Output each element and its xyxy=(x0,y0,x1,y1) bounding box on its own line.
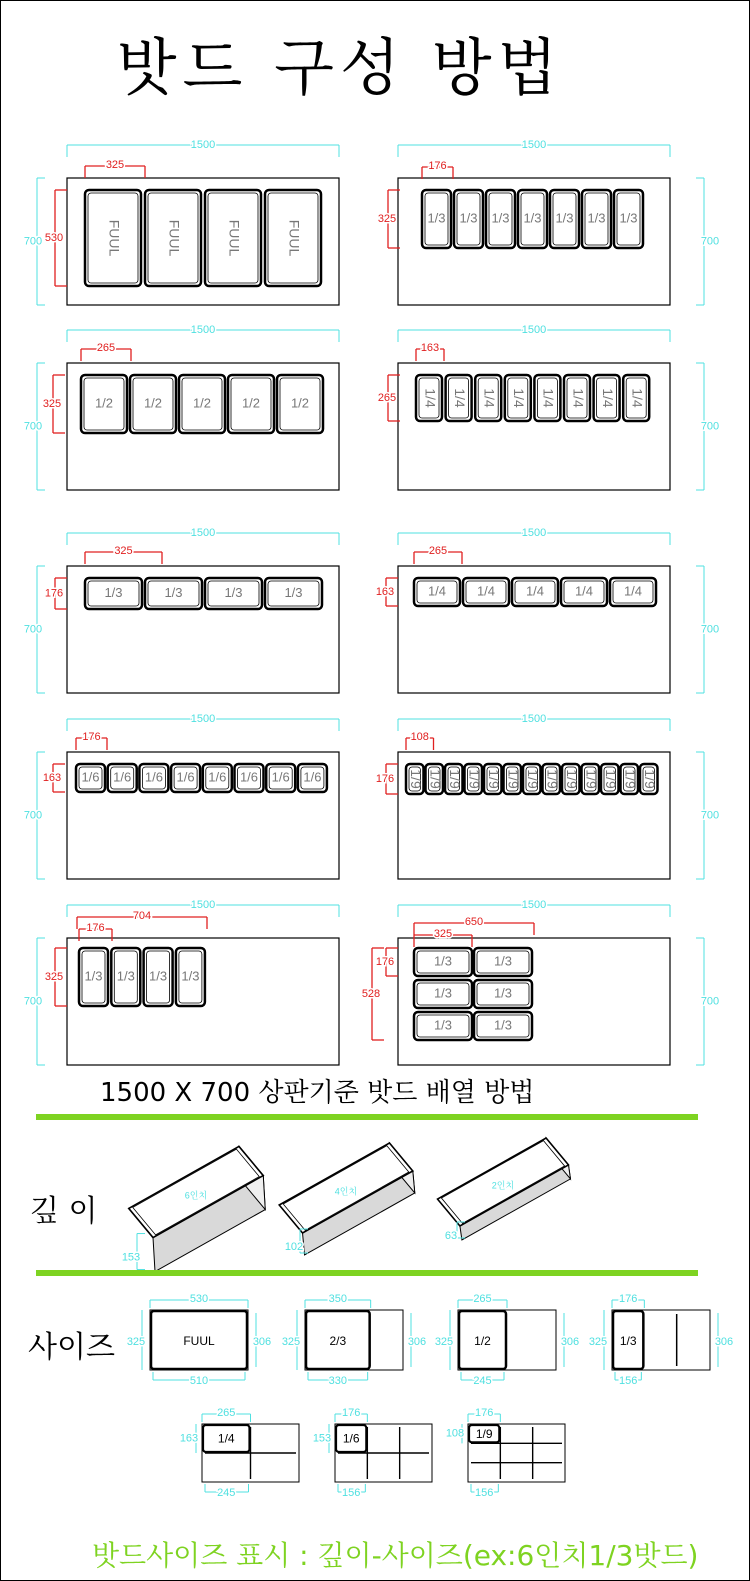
pan-label: 1/3 xyxy=(493,953,513,969)
pan-label: 1/9 xyxy=(544,769,561,789)
pan xyxy=(621,764,639,794)
pan-label: 1/3 xyxy=(164,584,183,600)
width-dimension-label: 1500 xyxy=(190,138,216,151)
size-right-label: 306 xyxy=(714,1335,734,1348)
depth-dimension-label: 700 xyxy=(23,420,43,433)
pan-label: 1/3 xyxy=(149,968,168,984)
width-dimension-label: 1500 xyxy=(521,526,547,539)
size-top-label: 176 xyxy=(341,1406,361,1419)
size-pan-label: 1/4 xyxy=(217,1431,235,1446)
size-pan-4 xyxy=(589,1293,733,1387)
pan xyxy=(475,375,501,421)
size-top-label: 265 xyxy=(217,1406,236,1419)
pan xyxy=(594,375,620,421)
pan xyxy=(422,190,451,248)
pan-label: 1/3 xyxy=(284,584,303,600)
pan-label: 1/2 xyxy=(241,395,261,411)
pan-width-dimension xyxy=(85,545,162,564)
pan xyxy=(484,764,502,794)
size-notation-footnote: 밧드사이즈 표시 : 깊이-사이즈(ex:6인치1/3밧드) xyxy=(92,1539,699,1572)
pan xyxy=(518,190,547,248)
pan xyxy=(416,375,442,421)
depth-pan-1 xyxy=(122,1146,265,1271)
pan-width-label: 650 xyxy=(464,915,484,928)
pan xyxy=(465,764,483,794)
pan xyxy=(550,190,579,248)
pan-width-label: 325 xyxy=(114,544,133,557)
pan xyxy=(111,948,140,1006)
pan xyxy=(543,764,561,794)
section-divider-2 xyxy=(36,1270,698,1276)
layout-board-7 xyxy=(24,713,339,879)
pan xyxy=(414,948,472,976)
size-pan-7 xyxy=(446,1407,565,1499)
pan xyxy=(145,190,201,286)
size-left-label: 325 xyxy=(434,1335,454,1348)
width-dimension-label: 1500 xyxy=(521,898,547,911)
size-pan-label: 1/2 xyxy=(474,1334,491,1349)
pan-width-dimension xyxy=(414,916,534,935)
pan xyxy=(562,764,580,794)
pan xyxy=(463,578,509,606)
pan xyxy=(176,948,205,1006)
depth-dimension xyxy=(696,752,719,879)
depth-dimension-label: 700 xyxy=(700,995,720,1008)
depth-dimension-label: 700 xyxy=(700,235,720,248)
pan-width-dimension xyxy=(414,545,462,564)
pan-width-label: 176 xyxy=(86,921,105,934)
size-right-label: 306 xyxy=(560,1335,580,1348)
pan-label: 1/3 xyxy=(84,968,103,984)
width-dimension xyxy=(67,324,339,342)
depth-dimension-label: 700 xyxy=(23,235,43,248)
pan-label: 1/3 xyxy=(493,1017,513,1033)
pan-label: 1/3 xyxy=(104,584,123,600)
pan-width-label: 704 xyxy=(132,909,152,922)
pan xyxy=(179,375,225,433)
pan-depth-dimension xyxy=(45,578,67,609)
size-pan-5 xyxy=(180,1407,299,1499)
pan-label: 1/4 xyxy=(451,388,468,408)
pan xyxy=(265,190,321,286)
depth-dimension xyxy=(24,752,45,879)
depth-dimension-label: 700 xyxy=(23,623,43,636)
section-divider-1 xyxy=(36,1114,698,1120)
pan xyxy=(277,375,323,433)
width-dimension-label: 1500 xyxy=(190,323,216,336)
pan xyxy=(205,190,261,286)
width-dimension xyxy=(67,527,339,545)
width-dimension xyxy=(398,713,670,731)
pan xyxy=(523,764,541,794)
pan-label: 1/9 xyxy=(603,769,620,789)
pan xyxy=(446,375,472,421)
pan-label: 1/4 xyxy=(599,388,616,408)
pan-depth-label: 176 xyxy=(44,587,64,600)
pan xyxy=(512,578,558,606)
width-dimension xyxy=(398,527,670,545)
pan-label: 1/3 xyxy=(427,210,446,226)
pan-label: 1/9 xyxy=(622,769,639,789)
pan xyxy=(426,764,444,794)
depth-height-label: 153 xyxy=(121,1251,141,1264)
pan-label: 1/3 xyxy=(116,968,135,984)
pan xyxy=(130,375,176,433)
size-left-label: 163 xyxy=(179,1432,199,1445)
depth-pan-3 xyxy=(438,1138,571,1242)
pan-label: 1/2 xyxy=(143,395,163,411)
depth-inch-label: 4인치 xyxy=(334,1186,358,1197)
pan-label: 1/4 xyxy=(574,583,594,599)
pan xyxy=(486,190,515,248)
pan-width-label: 325 xyxy=(105,158,125,171)
pan xyxy=(228,375,274,433)
pan xyxy=(265,578,322,609)
pan-depth-dimension xyxy=(43,375,65,433)
size-top-label: 176 xyxy=(618,1292,638,1305)
size-section-label: 사이즈 xyxy=(28,1330,115,1365)
pan xyxy=(414,578,460,606)
pan xyxy=(614,190,643,248)
depth-dimension-label: 700 xyxy=(700,420,720,433)
pan xyxy=(108,764,137,792)
pan-label: 1/9 xyxy=(486,769,503,789)
pan xyxy=(623,375,649,421)
size-bottom-label: 245 xyxy=(217,1486,236,1499)
size-left-label: 325 xyxy=(588,1335,608,1348)
pan-label: 1/3 xyxy=(224,584,243,600)
pan xyxy=(561,578,607,606)
pan xyxy=(76,764,105,792)
width-dimension-label: 1500 xyxy=(521,712,547,725)
pan-label: 1/4 xyxy=(525,583,545,599)
depth-dimension-label: 700 xyxy=(23,995,43,1008)
depth-dimension xyxy=(696,938,719,1065)
pan-width-label: 325 xyxy=(433,927,453,940)
pan-depth-label: 163 xyxy=(42,771,62,784)
size-left-label: 108 xyxy=(445,1427,465,1440)
pan-label: 1/3 xyxy=(459,210,478,226)
pan xyxy=(414,1012,472,1040)
depth-dimension-label: 700 xyxy=(700,809,720,822)
pan-label: 1/6 xyxy=(303,769,322,785)
layout-caption: 1500 X 700 상판기준 밧드 배열 방법 xyxy=(100,1078,535,1108)
pan-label: 1/4 xyxy=(629,388,646,408)
size-left-label: 325 xyxy=(126,1335,146,1348)
pan xyxy=(601,764,619,794)
pan-label: 1/9 xyxy=(505,769,522,789)
pan-label: 1/4 xyxy=(511,388,528,408)
width-dimension xyxy=(67,713,339,731)
depth-dimension xyxy=(696,566,719,693)
pan-label: 1/6 xyxy=(81,769,100,785)
depth-dimension-label: 700 xyxy=(700,623,720,636)
pan xyxy=(79,948,108,1006)
size-bottom-label: 156 xyxy=(474,1486,494,1499)
depth-height-label: 102 xyxy=(284,1240,304,1253)
pan-depth-dimension xyxy=(45,948,67,1006)
pan-label: 1/3 xyxy=(491,210,510,226)
width-dimension xyxy=(67,899,339,917)
pan-depth-label: 528 xyxy=(361,987,381,1000)
pan-label: 1/3 xyxy=(433,1017,453,1033)
size-pan-label: 1/3 xyxy=(619,1334,637,1349)
pan xyxy=(235,764,264,792)
size-top-label: 350 xyxy=(328,1292,348,1305)
pan-label: 1/3 xyxy=(181,968,200,984)
pan-label: 1/4 xyxy=(476,583,496,599)
pan-depth-label: 176 xyxy=(375,955,395,968)
pan xyxy=(505,375,531,421)
depth-height-label: 63 xyxy=(444,1229,458,1242)
depth-dimension xyxy=(696,178,719,305)
pan-width-dimension xyxy=(81,342,131,361)
pan-label: 1/4 xyxy=(540,388,557,408)
width-dimension-label: 1500 xyxy=(521,323,547,336)
pan-label: 1/4 xyxy=(422,388,439,408)
pan xyxy=(454,190,483,248)
size-pan-3 xyxy=(435,1293,579,1387)
pan-label: 1/9 xyxy=(642,769,659,789)
pan-depth-label: 325 xyxy=(42,397,62,410)
size-bottom-label: 510 xyxy=(189,1374,209,1387)
pan xyxy=(144,948,173,1006)
size-pan-label: 1/6 xyxy=(342,1431,360,1446)
pan-label: 1/4 xyxy=(570,388,587,408)
pan-label: 1/3 xyxy=(619,210,638,226)
pan-depth-dimension xyxy=(378,190,400,248)
pan-label: 1/9 xyxy=(466,769,483,789)
pan xyxy=(445,764,463,794)
width-dimension xyxy=(398,324,670,342)
pan-depth-label: 325 xyxy=(44,970,64,983)
pan-depth-dimension xyxy=(45,190,67,286)
pan-label: FUUL xyxy=(106,219,123,257)
depth-dimension xyxy=(696,363,719,490)
width-dimension-label: 1500 xyxy=(521,138,547,151)
size-left-label: 325 xyxy=(281,1335,301,1348)
pan xyxy=(85,190,141,286)
pan xyxy=(582,764,600,794)
pan-label: 1/9 xyxy=(583,769,600,789)
pan-label: 1/9 xyxy=(447,769,464,789)
pan-label: 1/2 xyxy=(290,395,310,411)
pan-label: 1/9 xyxy=(525,769,542,789)
pan xyxy=(582,190,611,248)
pan-depth-label: 325 xyxy=(377,212,397,225)
pan-width-dimension xyxy=(422,160,453,179)
pan-label: 1/6 xyxy=(208,769,227,785)
pan-label: 1/2 xyxy=(94,395,114,411)
pan xyxy=(474,1012,532,1040)
size-bottom-label: 245 xyxy=(473,1374,492,1387)
pan xyxy=(81,375,127,433)
size-top-label: 265 xyxy=(473,1292,492,1305)
pan-label: 1/2 xyxy=(192,395,212,411)
pan xyxy=(414,980,472,1008)
size-bottom-label: 156 xyxy=(341,1486,361,1499)
pan-width-label: 176 xyxy=(82,730,101,743)
pan-label: 1/4 xyxy=(623,583,643,599)
pan xyxy=(171,764,200,792)
pan xyxy=(610,578,656,606)
depth-dimension-label: 700 xyxy=(23,809,43,822)
pan-label: 1/6 xyxy=(239,769,259,785)
pan-label: FUUL xyxy=(226,219,243,257)
pan xyxy=(203,764,232,792)
pan xyxy=(504,764,522,794)
pan-label: 1/3 xyxy=(523,210,542,226)
layout-board-8 xyxy=(398,713,719,879)
depth-pan-2 xyxy=(279,1143,415,1255)
pan-width-label: 108 xyxy=(410,730,429,743)
pan-depth-dimension xyxy=(376,764,398,794)
pan-label: 1/6 xyxy=(271,769,290,785)
size-pan-6 xyxy=(313,1407,432,1499)
depth-dimension xyxy=(24,938,45,1065)
pan xyxy=(298,764,327,792)
size-left-label: 153 xyxy=(312,1432,332,1445)
pan-label: 1/6 xyxy=(176,769,195,785)
pan xyxy=(85,578,142,609)
pan-depth-label: 265 xyxy=(377,391,397,404)
pan-depth-label: 530 xyxy=(44,231,64,244)
pan-label: 1/9 xyxy=(427,769,444,789)
width-dimension xyxy=(67,139,339,157)
pan-width-label: 265 xyxy=(428,544,448,557)
pan xyxy=(564,375,590,421)
pan xyxy=(145,578,202,609)
pan-label: FUUL xyxy=(166,219,183,257)
pan xyxy=(640,764,658,794)
pan-label: 1/3 xyxy=(493,985,513,1001)
width-dimension-label: 1500 xyxy=(190,712,216,725)
depth-dimension xyxy=(24,178,45,305)
pan-width-dimension xyxy=(85,159,145,178)
size-bottom-label: 330 xyxy=(328,1374,348,1387)
size-pan-label: FUUL xyxy=(183,1334,215,1349)
pan-label: 1/6 xyxy=(113,769,132,785)
pan xyxy=(474,948,532,976)
width-dimension xyxy=(398,139,670,157)
pan-label: 1/9 xyxy=(408,769,425,789)
size-right-label: 306 xyxy=(407,1335,427,1348)
size-right-label: 306 xyxy=(252,1335,272,1348)
size-bottom-label: 156 xyxy=(618,1374,638,1387)
depth-inch-label: 6인치 xyxy=(184,1190,208,1201)
page-title: 밧드 구성 방법 xyxy=(116,31,564,104)
pan-label: 1/3 xyxy=(433,953,453,969)
width-dimension xyxy=(398,899,670,917)
pan-depth-dimension xyxy=(43,764,65,792)
size-top-label: 530 xyxy=(189,1292,209,1305)
depth-dimension xyxy=(24,363,45,490)
size-pan-label: 1/9 xyxy=(475,1426,493,1441)
pan xyxy=(534,375,560,421)
width-dimension-label: 1500 xyxy=(190,898,216,911)
pan-depth-dimension xyxy=(376,578,398,606)
pan-width-dimension xyxy=(406,731,434,750)
pan-label: FUUL xyxy=(286,219,303,257)
pan-label: 1/4 xyxy=(481,388,498,408)
pan-width-label: 265 xyxy=(96,341,116,354)
pan-label: 1/4 xyxy=(427,583,447,599)
pan-depth-dimension xyxy=(378,375,400,421)
size-top-label: 176 xyxy=(474,1406,494,1419)
pan xyxy=(474,980,532,1008)
size-pan-label: 2/3 xyxy=(329,1334,347,1349)
size-pan-2 xyxy=(282,1293,426,1387)
depth-section-label: 깊 이 xyxy=(30,1194,98,1229)
depth-dimension xyxy=(24,566,45,693)
pan-width-dimension xyxy=(416,342,444,361)
pan-label: 1/6 xyxy=(144,769,163,785)
pan-width-label: 176 xyxy=(428,159,447,172)
pan-label: 1/3 xyxy=(587,210,606,226)
depth-inch-label: 2인치 xyxy=(491,1180,515,1191)
pan-label: 1/3 xyxy=(555,210,574,226)
width-dimension-label: 1500 xyxy=(190,526,216,539)
pan-width-dimension xyxy=(76,731,107,750)
pan xyxy=(406,764,424,794)
size-pan-1 xyxy=(127,1293,271,1387)
pan xyxy=(266,764,295,792)
pan-width-label: 163 xyxy=(420,341,440,354)
pan xyxy=(205,578,262,609)
pan-depth-label: 163 xyxy=(375,585,395,598)
pan-label: 1/9 xyxy=(564,769,581,789)
pan-label: 1/3 xyxy=(433,985,453,1001)
pan-depth-dimension xyxy=(376,948,398,976)
pan xyxy=(139,764,168,792)
pan-depth-label: 176 xyxy=(375,772,395,785)
